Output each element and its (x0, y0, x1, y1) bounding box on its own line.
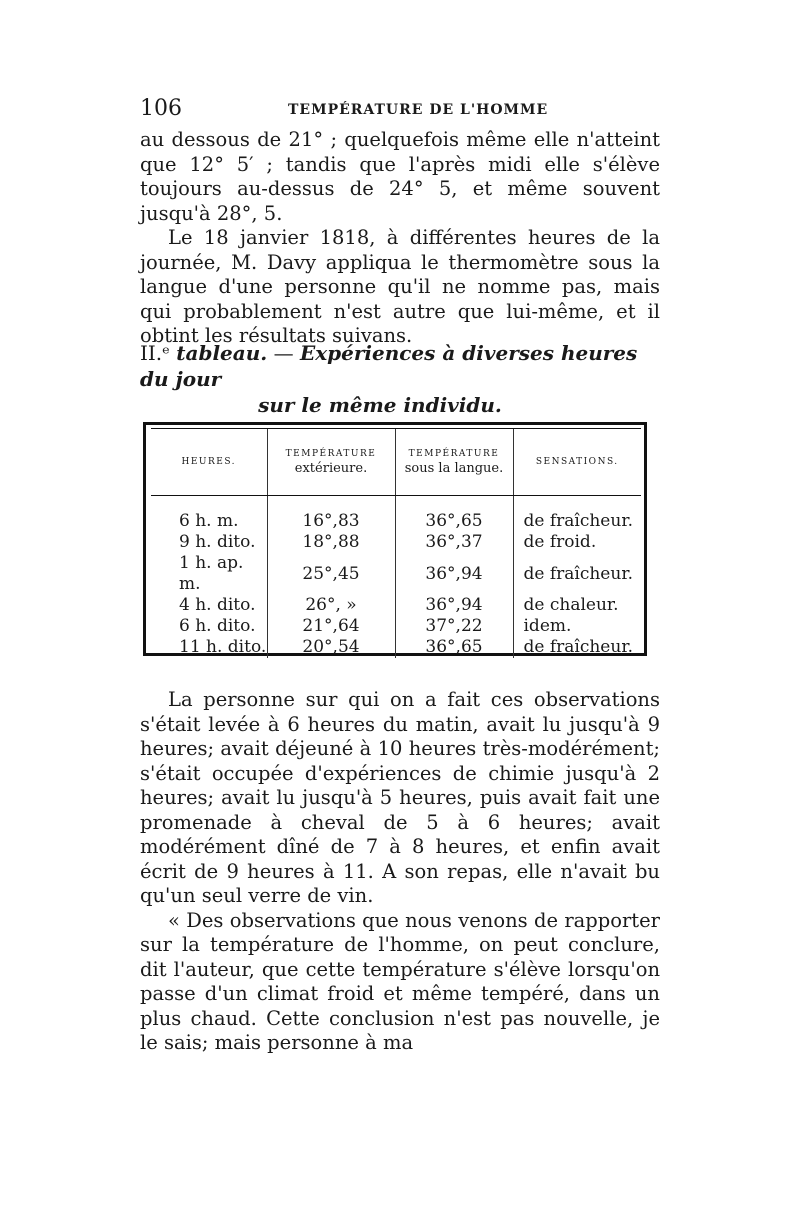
cell-exterieure: 18°,88 (267, 532, 395, 553)
cell-sensation: de fraîcheur. (513, 637, 641, 658)
cell-exterieure: 26°, » (267, 595, 395, 616)
cell-heures: 9 h. dito. (179, 532, 256, 552)
body-text-top (140, 128, 660, 349)
table-row (151, 616, 641, 637)
cell-langue: 37°,22 (395, 616, 513, 637)
cell-exterieure: 16°,83 (267, 496, 395, 533)
cell-heures: 6 h. dito. (179, 616, 256, 636)
header-heures: HEURES. (151, 429, 267, 496)
cell-sensation: de fraîcheur. (513, 553, 641, 595)
caption-label: tableau. (176, 341, 268, 365)
caption-number: II.ᵉ (140, 341, 170, 365)
running-head: TEMPÉRATURE DE L'HOMME (288, 102, 549, 118)
cell-langue: 36°,65 (395, 637, 513, 658)
page-header (140, 96, 655, 126)
cell-heures: 11 h. dito. (179, 637, 267, 657)
cell-heures: 6 h. m. (179, 511, 239, 531)
cell-exterieure: 21°,64 (267, 616, 395, 637)
table-header-row (151, 429, 641, 496)
cell-langue: 36°,94 (395, 595, 513, 616)
paragraph-observations: La personne sur qui on a fait ces observations s'était levée à 6 heures du matin, avait lu jusqu'à 9 heures; avait déjeuné à 10 heures très-modérément; s'était occupée d'expériences de chimie jusqu'à 2 heures; avait lu jusqu'à 5 heures, puis avait fait une promenade à cheval de 5 à 6 heures; avait modérément dîné de 7 à 8 heures, et enfin avait écrit de 9 heures à 11. A son repas, elle n'avait bu qu'un seul verre de vin. (140, 688, 660, 907)
table-row (151, 496, 641, 533)
header-sensations: SENSATIONS. (513, 429, 641, 496)
cell-heures: 1 h. ap. m. (179, 553, 244, 594)
caption-dash: — (273, 341, 294, 365)
header-temp-langue: TEMPÉRATURE sous la langue. (395, 429, 513, 496)
cell-exterieure: 25°,45 (267, 553, 395, 595)
cell-langue: 36°,37 (395, 532, 513, 553)
paragraph-continuation: au dessous de 21° ; quelquefois même elle n'atteint que 12° 5′ ; tandis que l'après midi elle s'élève toujours au-dessus de 24° 5, et même souvent jusqu'à 28°, 5. (140, 128, 660, 225)
table-caption (140, 340, 660, 418)
paragraph-davy: Le 18 janvier 1818, à différentes heures de la journée, M. Davy appliqua le thermomètre sous la langue d'une personne qu'il ne nomme pas, mais qui probablement n'est autre que lui-même, et il obtint les résultats suivans. (140, 226, 660, 347)
cell-sensation: idem. (513, 616, 641, 637)
cell-heures: 4 h. dito. (179, 595, 256, 615)
cell-sensation: de chaleur. (513, 595, 641, 616)
header-temp-exterieure: TEMPÉRATURE extérieure. (267, 429, 395, 496)
paragraph-conclusion: « Des observations que nous venons de rapporter sur la température de l'homme, on peut conclure, dit l'auteur, que cette température s'élève lorsqu'on passe d'un climat froid et même tempéré, dans un plus chaud. Cette conclusion n'est pas nouvelle, je le sais; mais personne à ma (140, 908, 660, 1054)
cell-langue: 36°,94 (395, 553, 513, 595)
body-text-bottom (140, 688, 660, 1056)
cell-sensation: de froid. (513, 532, 641, 553)
table-row (151, 595, 641, 616)
table-row (151, 553, 641, 595)
page-number: 106 (140, 96, 182, 121)
cell-sensation: de fraîcheur. (513, 496, 641, 533)
temperature-table (151, 428, 641, 658)
temperature-table-frame (143, 422, 647, 656)
caption-title-line-2: sur le même individu. (258, 393, 502, 417)
table-row (151, 532, 641, 553)
cell-exterieure: 20°,54 (267, 637, 395, 658)
table-row (151, 637, 641, 658)
caption-title-line-1: Expériences à diverses heures du jour (140, 341, 638, 391)
cell-langue: 36°,65 (395, 496, 513, 533)
